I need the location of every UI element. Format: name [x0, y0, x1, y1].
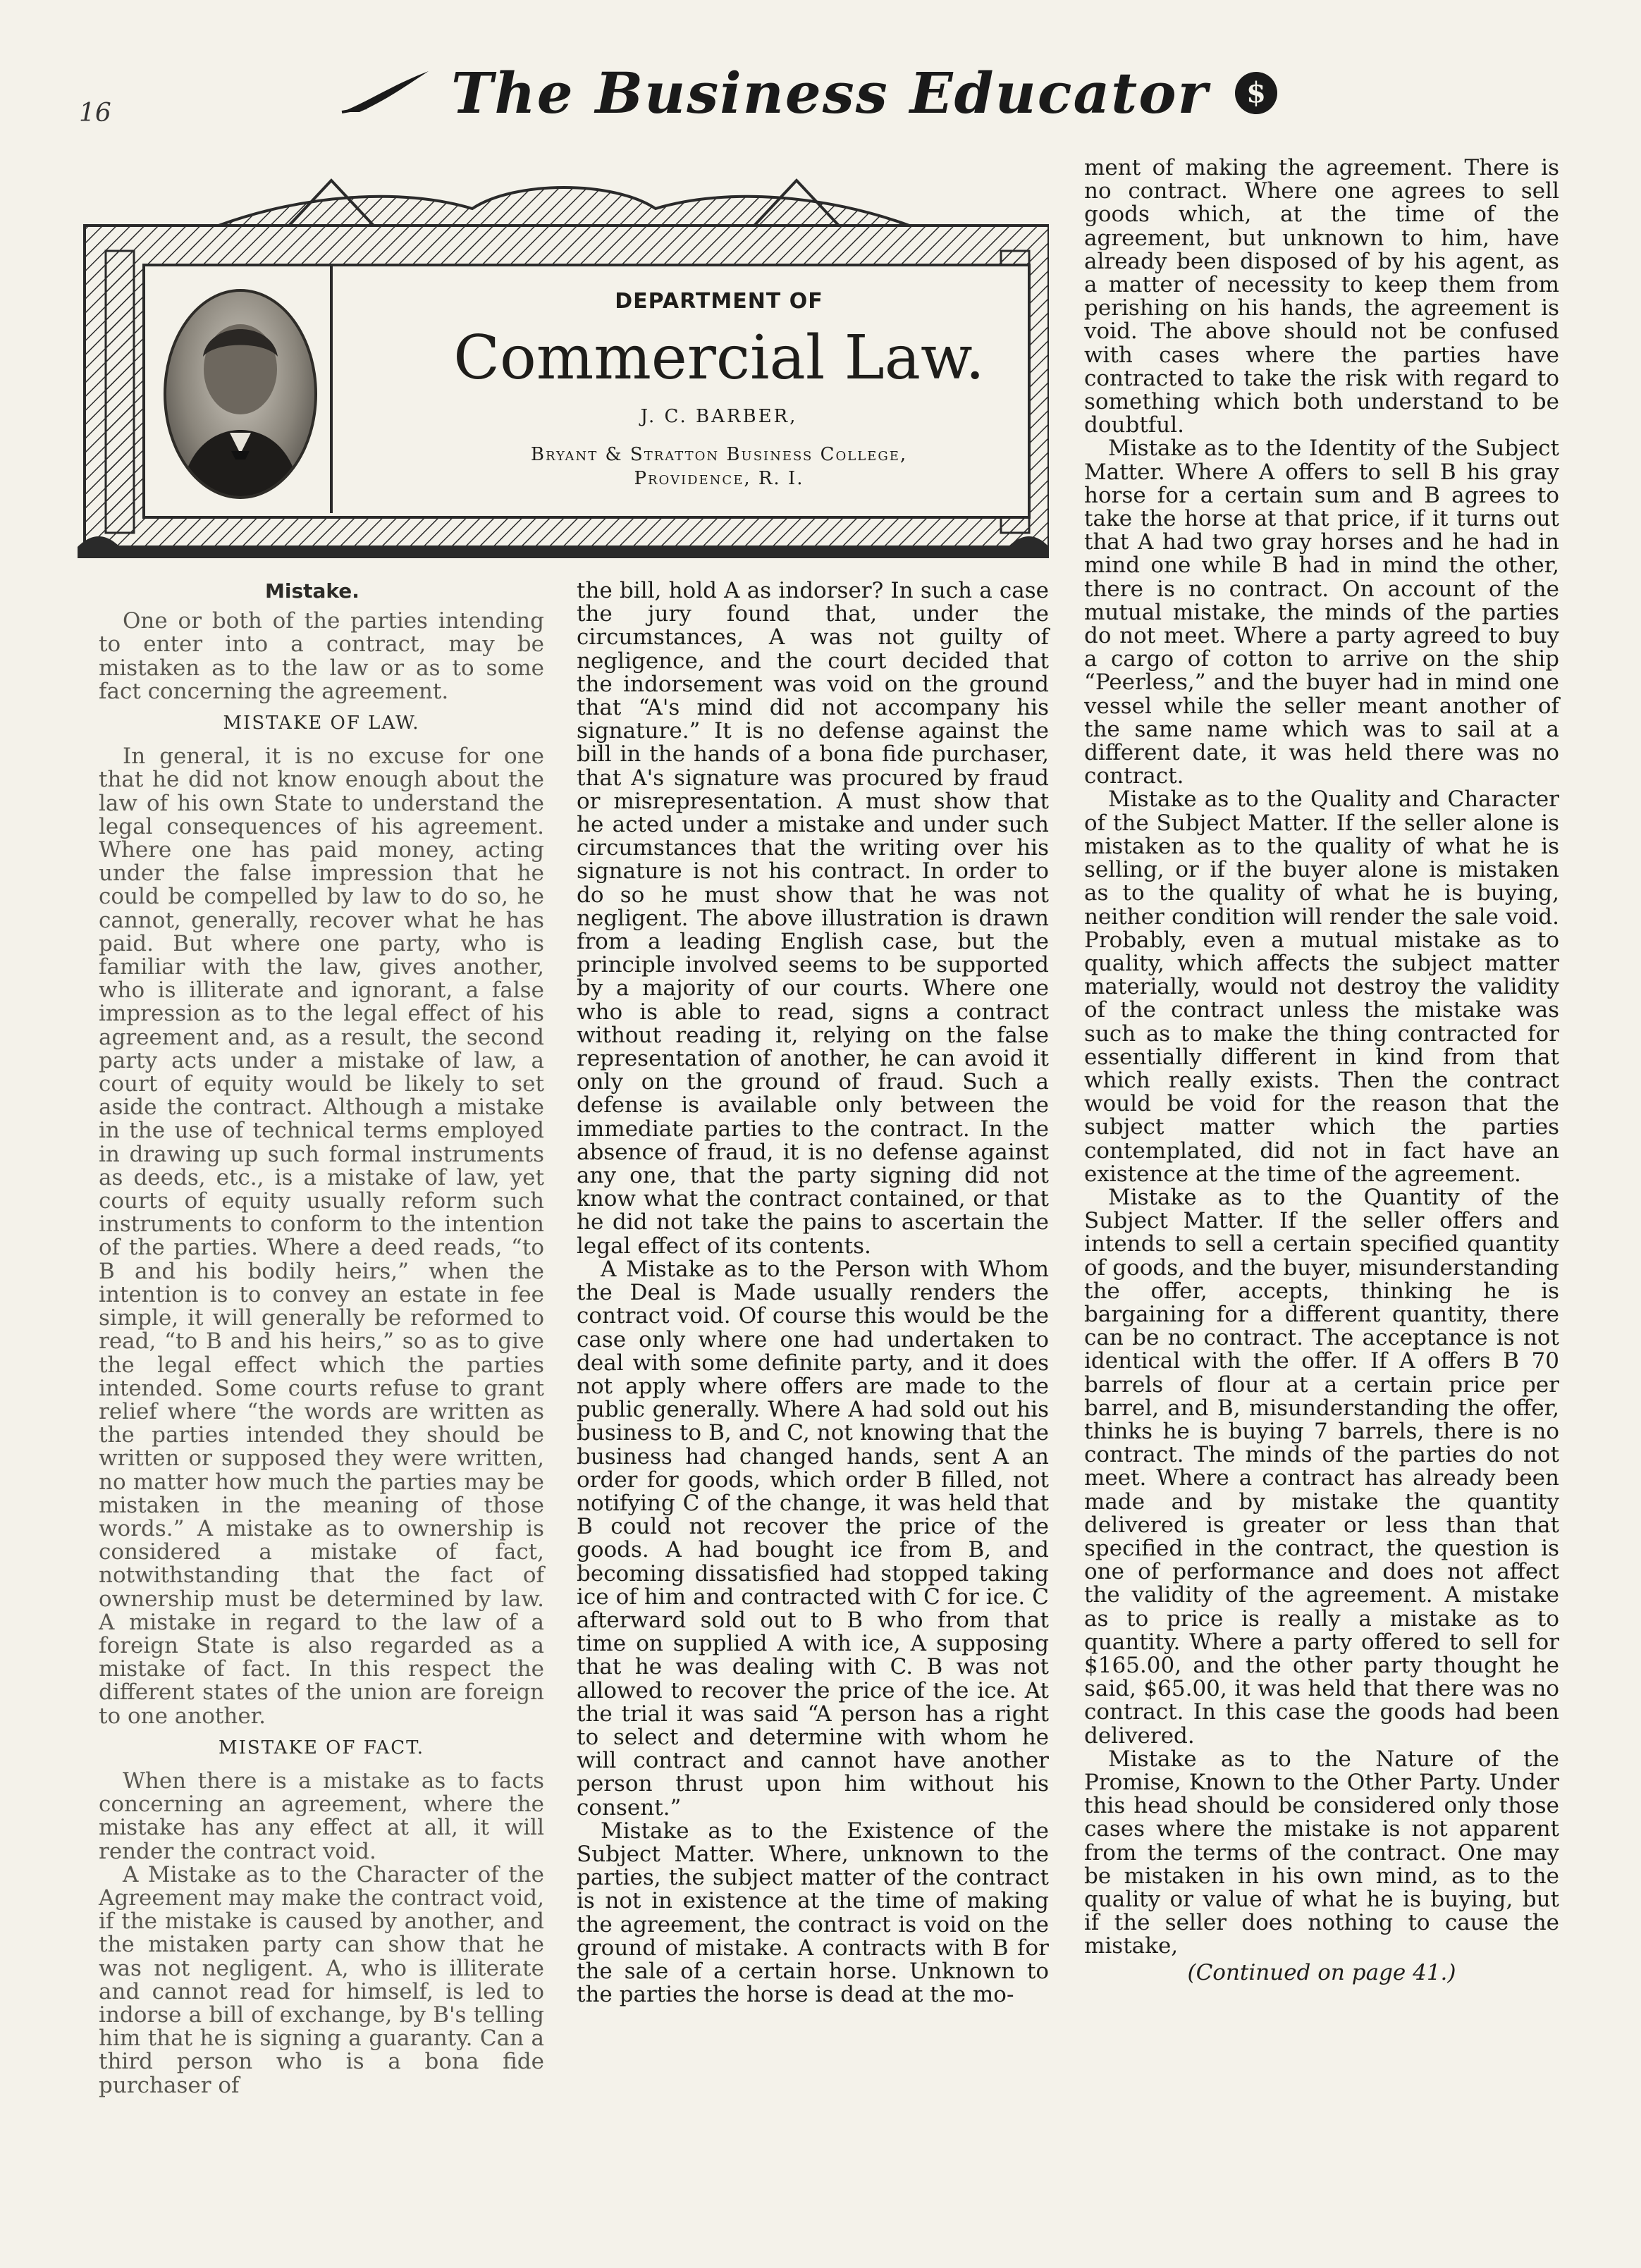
author-affiliation — [423, 443, 1015, 491]
paragraph: Mistake as to the Existence of the Subject Matter. Where, unknown to the parties, the subject matter of the contract is not in existence at the time of making the agreement, the contract is void on the ground of mistake. A contracts with B for the sale of a certain horse. Unknown to the parties the horse is dead at the mo- — [577, 1818, 1049, 2008]
section-title: Mistake. — [265, 579, 359, 603]
subheading-mistake-of-fact: MISTAKE OF FACT. — [219, 1737, 424, 1758]
paragraph: When there is a mistake as to facts concerning an agreement, where the mistake has any effect at all, it will render the contract void. — [99, 1768, 544, 1864]
column-1 — [99, 579, 544, 2097]
paragraph: the bill, hold A as indorser? In such a case the jury found that, under the circumstances, A was not guilty of negligence, and the court decided that the indorsement was void on the ground that “A's mind did not accompany his signature.” It is no defense against the bill in the hands of a bona fide purchaser, that A's signature was procured by fraud or misrepresentation. A must show that he acted under a mistake and under such circumstances that the writing over his signature is not his contract. In order to do so he must show that he was not negligent. The above illustration is drawn from a leading English case, but the principle involved seems to be supported by a majority of our courts. Where one who is able to read, signs a contract without reading it, relying on the false representation of another, he can avoid it only on the ground of fraud. Such a defense is available only between the immediate parties to the contract. In the absence of fraud, it is no defense against any one, that the party signing did not know what the contract contained, or that he did not take the pains to ascertain the legal effect of its contents. — [577, 578, 1049, 1259]
portrait-illustration — [166, 292, 314, 496]
page-number: 16 — [79, 99, 111, 128]
paragraph: A Mistake as to the Character of the Agreement may make the contract void, if the mistake is caused by another, and the mistaken party can show that he was not negligent. A, who is illiterate and cannot read for himself, is led to indorse a bill of exchange, by B's telling him that he is signing a guaranty. Can a third person who is a bona fide purchaser of — [99, 1861, 544, 2098]
paragraph: One or both of the parties intending to enter into a contract, may be mistaken as to the law or as to some fact concerning the agreement. — [99, 608, 544, 704]
continued-note: (Continued on page 41.) — [1187, 1959, 1456, 1985]
paragraph: A Mistake as to the Person with Whom the Deal is Made usually renders the contract void. Of course this would be the case only where one had undertaken to deal with some definite party, and it does not apply where offers are made to the public generally. Where A had sold out his business to B, and C, not knowing that the business had changed hands, sent A an order for goods, which order B filled, not notifying C of the change, it was held that B could not recover the price of the goods. A had bought ice from B, and becoming dissatisfied had stopped taking ice of him and contracted with C for ice. C afterward sold out to B who from that time on supplied A with ice, A supposing that he was dealing with C. B was not allowed to recover the price of the ice. At the trial it was said “A person has a right to select and determine with whom he will contract and cannot have another person thrust upon him without his consent.” — [577, 1256, 1049, 1820]
paragraph: Mistake as to the Quality and Character of the Subject Matter. If the seller alone is mistaken as to the quality of what he is selling, or if the buyer alone is mistaken as to the quality of what he is buying, neither condition will render the sale void. Probably, even a mutual mistake as to quality, which affects the subject matter materially, would not destroy the validity of the contract unless the mistake was such as to make the thing contracted for essentially different in kind from that which really exists. Then the contract would be void for the reason that the subject matter which the parties contemplated, did not in fact have an existence at the time of the agreement. — [1084, 787, 1559, 1187]
paragraph: ment of making the agreement. There is no contract. Where one agrees to sell goods which, at the time of the agreement, but unknown to him, have already been disposed of by his agent, as a matter of necessity to keep them from perishing on his hands, the agreement is void. The above should not be confused with cases where the parties have contracted to take the risk with regard to something which both understand to be doubtful. — [1084, 155, 1559, 438]
svg-text:$: $ — [1246, 76, 1266, 109]
paragraph: Mistake as to the Quantity of the Subject Matter. If the seller offers and intends to sell a certain specified quantity of goods, and the buyer, misunderstanding the offer, accepts, thinking he is bargaining for a different quantity, there can be no contract. The acceptance is not identical with the offer. If A offers B 70 barrels of flour at a certain price per barrel, and B, misunderstanding the offer, thinks he is buying 7 barrels, there is no contract. The minds of the parties do not meet. Where a contract has already been made and by mistake the quantity delivered is greater or less than that specified in the contract, the question is one of performance and does not affect the validity of the agreement. A mistake as to price is really a mistake as to quantity. Where a party offered to sell for $165.00, and the other party thought he said, $65.00, it was held that there was no contract. In this case the goods had been delivered. — [1084, 1184, 1559, 1749]
header-divider — [330, 266, 333, 513]
affiliation-line-1: Bryant & Stratton Business College, — [530, 444, 908, 465]
department-label: DEPARTMENT OF — [615, 289, 823, 314]
column-3 — [1084, 156, 1559, 1985]
masthead — [338, 58, 1297, 128]
author-portrait — [164, 289, 317, 499]
paragraph: In general, it is no excuse for one that he did not know enough about the law of his own State to understand the legal consequences of his agreement. Where one has paid money, acting under the false impression that he could be compelled by law to do so, he cannot, generally, recover what he has paid. But where one party, who is familiar with the law, gives another, who is illiterate and ignorant, a false impression as to the legal effect of his agreement and, as a result, the second party acts under a mistake of law, a court of equity would be likely to set aside the contract. Although a mistake in the use of technical terms employed in drawing up such formal instruments as deeds, etc., is a mistake of law, yet courts of equity usually reform such instruments to conform to the intention of the parties. Where a deed reads, “to B and his bodily heirs,” when the intention is to convey an estate in fee simple, it will generally be reformed to read, “to B and his heirs,” so as to give the legal effect which the parties intended. Some courts refuse to grant relief where “the words are written as the parties intended they should be written or supposed they were written, no matter how much the parties may be mistaken in the meaning of those words.” A mistake as to ownership is considered a mistake of fact, notwithstanding that the fact of ownership must be determined by law. A mistake in regard to the law of a foreign State is also regarded as a mistake of fact. In this respect the different states of the union are foreign to one another. — [99, 744, 544, 1729]
quill-pen-icon — [338, 68, 430, 118]
paragraph: Mistake as to the Nature of the Promise, Known to the Other Party. Under this head should be considered only those cases where the mistake is not apparent from the terms of the contract. One may be mistaken in his own mind, as to the quality or value of what he is buying, but if the seller does nothing to cause the mistake, — [1084, 1746, 1559, 1959]
subheading-mistake-of-law: MISTAKE OF LAW. — [223, 713, 420, 734]
masthead-title: The Business Educator — [451, 60, 1209, 126]
affiliation-line-2: Providence, R. I. — [634, 468, 804, 489]
paragraph: Mistake as to the Identity of the Subject Matter. Where A offers to sell B his gray horse for a certain sum and B agrees to take the horse at that price, if it turns out that A had two gray horses and he had in mind one while B had in mind the other, there is no contract. On account of the mutual mistake, the minds of the parties do not meet. Where a party agreed to buy a cargo of cotton to arrive on the ship “Peerless,” and the buyer had in mind one vessel while the seller meant another of the same name which was to sail at a different date, it was held there was no contract. — [1084, 436, 1559, 789]
column-2 — [577, 579, 1049, 2007]
dollar-seal-icon — [1230, 67, 1282, 119]
author-name: J. C. BARBER, — [640, 406, 798, 427]
department-title: Commercial Law. — [453, 323, 985, 393]
